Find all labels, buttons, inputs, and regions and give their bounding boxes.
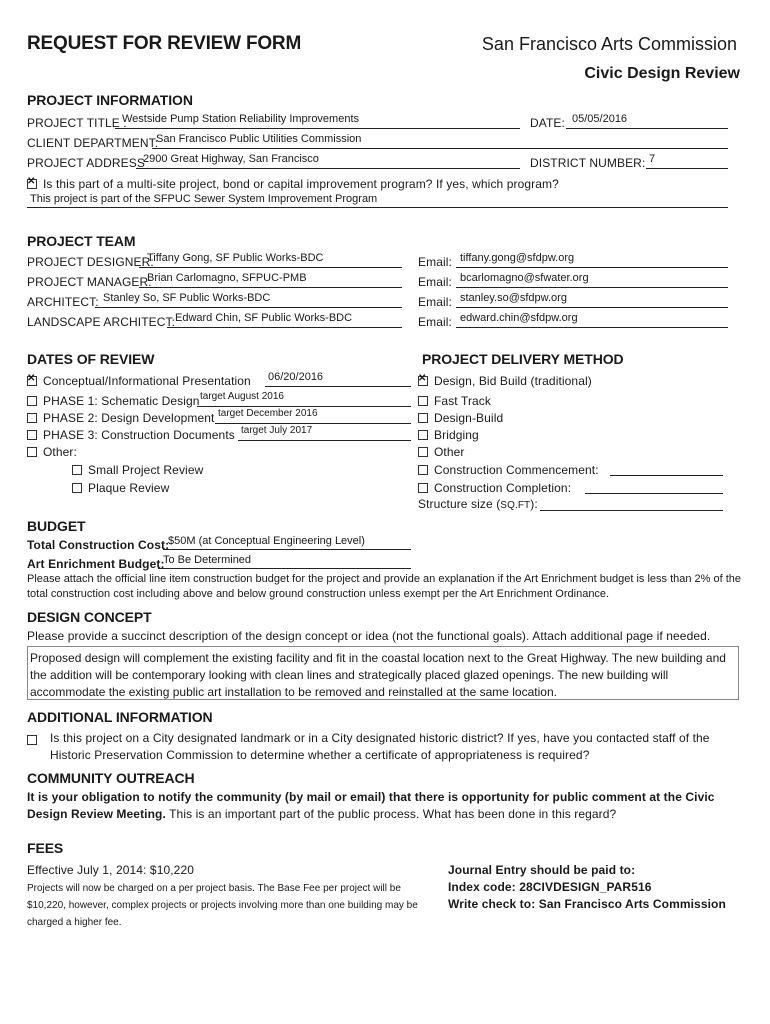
organization-name: San Francisco Arts Commission <box>481 34 737 54</box>
delivery-method-item: Other <box>418 445 465 459</box>
section-community-outreach: COMMUNITY OUTREACH <box>27 770 195 786</box>
review-date-checkbox[interactable] <box>27 396 37 406</box>
review-date-line <box>215 423 411 424</box>
team-name-field[interactable]: Tiffany Gong, SF Public Works-BDC <box>147 252 324 264</box>
team-name-field[interactable]: Stanley So, SF Public Works-BDC <box>103 292 271 304</box>
structure-size-field[interactable] <box>540 510 723 511</box>
team-email-label: Email: <box>418 315 452 329</box>
section-budget: BUDGET <box>27 518 86 534</box>
delivery-method-checkbox[interactable] <box>418 430 428 440</box>
multisite-answer-field[interactable]: This project is part of the SFPUC Sewer System Improvement Program <box>30 193 378 205</box>
date-line <box>566 128 728 129</box>
art-enrichment-budget-line <box>158 568 411 569</box>
district-number-label: DISTRICT NUMBER: <box>530 156 646 170</box>
review-date-checkbox[interactable] <box>27 430 37 440</box>
team-name-line <box>139 267 402 268</box>
project-address-field[interactable]: 2900 Great Highway, San Francisco <box>143 153 319 165</box>
delivery-method-checkbox[interactable] <box>418 483 428 493</box>
team-role-label: PROJECT DESIGNER: <box>27 255 154 269</box>
delivery-method-item: Construction Commencement: <box>418 463 599 477</box>
section-design-concept: DESIGN CONCEPT <box>27 609 152 625</box>
section-project-information: PROJECT INFORMATION <box>27 92 193 108</box>
delivery-method-item: ✕Design, Bid Build (traditional) <box>418 374 592 388</box>
project-address-line <box>136 168 520 169</box>
dates-sub-item: Small Project Review <box>72 463 203 477</box>
section-fees: FEES <box>27 840 64 856</box>
team-email-line <box>456 327 728 328</box>
design-concept-instruction: Please provide a succinct description of the design concept or idea (not the functional goals). Attach additional page if needed. <box>27 629 711 643</box>
section-project-delivery-method: PROJECT DELIVERY METHOD <box>422 351 624 367</box>
delivery-method-item: Fast Track <box>418 394 491 408</box>
historic-landmark-checkbox[interactable] <box>27 735 37 745</box>
review-date-item: PHASE 3: Construction Documents <box>27 428 235 442</box>
review-date-checkbox[interactable] <box>27 413 37 423</box>
community-outreach-text: It is your obligation to notify the community (by mail or email) that there is opportunity for public comment at the Civic Design Review Meeting. This is an important part of the public process. What has been done in this regard? <box>27 790 715 821</box>
delivery-method-checkbox[interactable] <box>418 413 428 423</box>
multisite-question: ✕Is this part of a multi-site project, bond or capital improvement program? If yes, which program? <box>27 177 559 191</box>
review-date-field[interactable]: 06/20/2016 <box>268 371 324 383</box>
delivery-method-checkbox[interactable] <box>418 396 428 406</box>
section-dates-of-review: DATES OF REVIEW <box>27 351 155 367</box>
design-concept-text: Proposed design will complement the existing facility and fit in the coastal location next to the Great Highway. The new building and the addition will be contemporary looking with clean lines and strategically placed glazed openings. The new building will accommodate the existing public art installation to be removed and reinstalled at the same location. <box>30 651 726 699</box>
write-check-to: Write check to: San Francisco Arts Commission <box>448 897 726 911</box>
team-role-label: LANDSCAPE ARCHITECT: <box>27 315 176 329</box>
project-address-label: PROJECT ADDRESS <box>27 156 145 170</box>
review-date-item: Other: <box>27 445 77 459</box>
team-email-field[interactable]: stanley.so@sfdpw.org <box>460 292 567 304</box>
date-field[interactable]: 05/05/2016 <box>572 113 628 125</box>
form-title: REQUEST FOR REVIEW FORM <box>27 33 302 54</box>
multisite-checkbox[interactable] <box>27 179 37 189</box>
review-date-item: PHASE 2: Design Development <box>27 411 214 425</box>
district-number-line <box>646 168 728 169</box>
dates-sub-item: Plaque Review <box>72 481 169 495</box>
team-role-label: ARCHITECT: <box>27 295 99 309</box>
team-email-field[interactable]: tiffany.gong@sfdpw.org <box>460 252 575 264</box>
delivery-method-item: Bridging <box>418 428 479 442</box>
team-name-line <box>95 307 402 308</box>
delivery-method-checkbox[interactable] <box>418 376 428 386</box>
index-code: Index code: 28CIVDESIGN_PAR516 <box>448 880 652 894</box>
client-department-line <box>152 148 728 149</box>
small-project-review-checkbox[interactable] <box>72 465 82 475</box>
delivery-method-checkbox[interactable] <box>418 465 428 475</box>
total-construction-cost-label: Total Construction Cost: <box>27 538 170 552</box>
section-additional-information: ADDITIONAL INFORMATION <box>27 709 213 725</box>
team-email-line <box>456 267 728 268</box>
date-label: DATE: <box>530 116 565 130</box>
team-email-field[interactable]: edward.chin@sfdpw.org <box>460 312 578 324</box>
historic-checkbox-wrap <box>27 731 43 749</box>
delivery-method-item: Construction Completion: <box>418 481 571 495</box>
construction-commencement-field[interactable] <box>610 475 723 476</box>
review-date-field[interactable]: target December 2016 <box>218 408 318 419</box>
client-department-field[interactable]: San Francisco Public Utilities Commission <box>156 133 362 145</box>
journal-entry-heading: Journal Entry should be paid to: <box>448 863 636 877</box>
review-date-checkbox[interactable] <box>27 447 37 457</box>
review-date-line <box>265 386 411 387</box>
review-date-line <box>197 406 411 407</box>
budget-note: Please attach the official line item construction budget for the project and provide an explanation if the Art Enrichment budget is less than 2% of the total construction cost including above and below ground construction unless exempt per the Art Enrichment Ordinance. <box>27 573 742 600</box>
multisite-answer-line <box>27 207 728 208</box>
delivery-method-checkbox[interactable] <box>418 447 428 457</box>
historic-landmark-question: Is this project on a City designated landmark or in a City designated historic district? If yes, have you contacted staff of the Historic Preservation Commission to determine whether a certificate of appropriateness is required? <box>50 731 710 762</box>
team-name-field[interactable]: Brian Carlomagno, SFPUC-PMB <box>147 272 307 284</box>
delivery-method-item: Design-Build <box>418 411 503 425</box>
structure-size-label: Structure size (SQ.FT): <box>418 497 538 511</box>
design-concept-textarea[interactable] <box>27 646 739 700</box>
team-email-line <box>456 287 728 288</box>
project-title-label: PROJECT TITLE : <box>27 116 127 130</box>
review-date-field[interactable]: target August 2016 <box>200 391 284 402</box>
team-email-line <box>456 307 728 308</box>
review-date-line <box>238 440 411 441</box>
team-email-label: Email: <box>418 255 452 269</box>
form-subtitle: Civic Design Review <box>584 65 740 82</box>
team-email-label: Email: <box>418 295 452 309</box>
team-name-line <box>167 327 402 328</box>
team-name-field[interactable]: Edward Chin, SF Public Works-BDC <box>175 312 353 324</box>
review-date-item: PHASE 1: Schematic Design <box>27 394 200 408</box>
review-date-field[interactable]: target July 2017 <box>241 425 313 436</box>
team-email-label: Email: <box>418 275 452 289</box>
project-title-field[interactable]: Westside Pump Station Reliability Improvements <box>122 113 360 125</box>
review-date-checkbox[interactable] <box>27 376 37 386</box>
section-project-team: PROJECT TEAM <box>27 233 136 249</box>
team-name-line <box>139 287 402 288</box>
team-role-label: PROJECT MANAGER: <box>27 275 152 289</box>
art-enrichment-budget-field[interactable]: To Be Determined <box>163 554 252 566</box>
total-construction-cost-line <box>163 549 411 550</box>
plaque-review-checkbox[interactable] <box>72 483 82 493</box>
fees-effective: Effective July 1, 2014: $10,220 <box>27 863 194 877</box>
total-construction-cost-field[interactable]: $50M (at Conceptual Engineering Level) <box>168 535 365 547</box>
art-enrichment-budget-label: Art Enrichment Budget: <box>27 557 165 571</box>
review-date-item: ✕Conceptual/Informational Presentation <box>27 374 251 388</box>
project-title-line <box>115 128 520 129</box>
district-number-field[interactable]: 7 <box>649 153 656 165</box>
construction-completion-field[interactable] <box>585 493 723 494</box>
fees-note: Projects will now be charged on a per project basis. The Base Fee per project will be $10,220, however, complex projects or projects involving more than one building may be charged a higher fee. <box>27 883 418 928</box>
team-email-field[interactable]: bcarlomagno@sfwater.org <box>460 272 589 284</box>
client-department-label: CLIENT DEPARTMENT: <box>27 136 159 150</box>
